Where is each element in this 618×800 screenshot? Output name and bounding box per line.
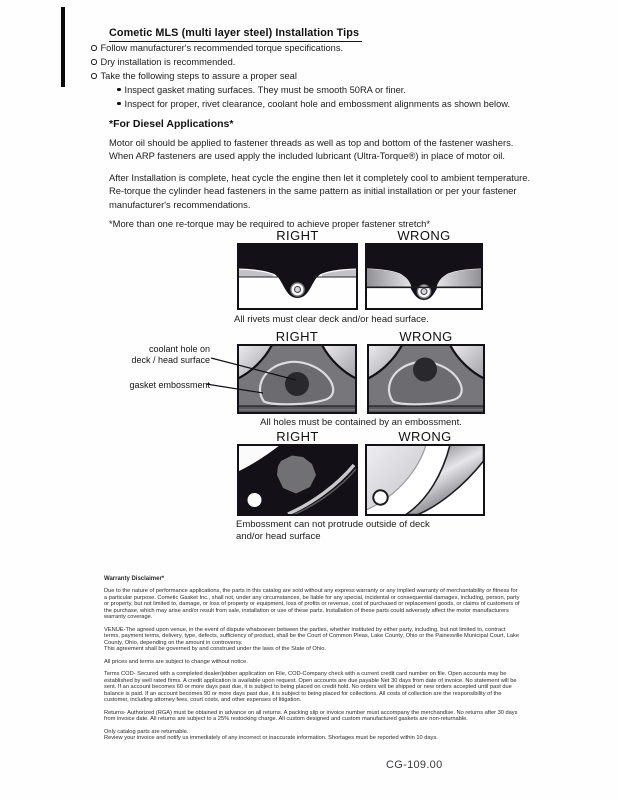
list-item bbox=[91, 97, 510, 111]
disclaimer-paragraph: Returns- Authorized (RGA) must be obtained in advance on all returns. A packing slip or invoice number must accompany the merchandise. No returns after 30 days from invoice date. All returns are subject to a 25% restocking charge. All custom designed and custom manufactured gaskets are non-returnable. bbox=[104, 709, 518, 723]
coolant-hole bbox=[413, 358, 437, 382]
diagram-row-1 bbox=[237, 229, 483, 310]
disclaimer-paragraph: VENUE-The agreed upon venue, in the event of dispute whatsoever between the parties, whether instituted by either party, including, but not limited to, contract terms, payment terms, delivery, type, defects, sufficiency of product, shall be the Court of Common Pleas, Lake County, Ohio or the Painesville Municipal Court, Lake County, Ohio, depending on the amount in controversy. bbox=[104, 626, 520, 646]
wrong-label: WRONG bbox=[398, 429, 452, 444]
row2-caption: All holes must be contained by an embossment. bbox=[260, 417, 462, 428]
list-item-text: Inspect gasket mating surfaces. They must be smooth 50RA or finer. bbox=[124, 85, 406, 95]
diesel-paragraph-1: Motor oil should be applied to fastener threads as well as top and bottom of the fastener washers. When ARP fasteners are used apply the included lubricant (Ultra-Torque®) in place of motor oil. bbox=[109, 137, 514, 162]
disclaimer-paragraph: All prices and terms are subject to change without notice. bbox=[104, 658, 248, 665]
disclaimer-paragraph: Review your invoice and notify us immediately of any incorrect or inaccurate information. Shortages must be reported within 10 days. bbox=[104, 735, 438, 742]
bolt-hole bbox=[373, 490, 387, 504]
wrong-label: WRONG bbox=[397, 228, 451, 243]
list-item bbox=[91, 55, 510, 69]
diesel-paragraph-2: After Installation is complete, heat cycle the engine then let it completely cool to ambient temperature. Re-torque the cylinder head fasteners in the same pattern as initial installation or per your fastener manufacturer's recommendations. bbox=[109, 172, 531, 210]
bolt-hole bbox=[248, 493, 262, 507]
open-bullet-icon bbox=[91, 59, 97, 65]
rivet-clearance-right-diagram bbox=[237, 243, 358, 310]
list-item-text: Inspect for proper, rivet clearance, coolant hole and embossment alignments as shown below. bbox=[124, 99, 511, 109]
row3-caption: Embossment can not protrude outside of deck and/or head surface bbox=[236, 519, 430, 542]
list-item-text: Dry installation is recommended. bbox=[100, 57, 236, 67]
diagram-right-column bbox=[237, 229, 358, 310]
diagram-wrong-column bbox=[367, 330, 485, 414]
right-label: RIGHT bbox=[275, 329, 319, 344]
diagram-right-column bbox=[237, 430, 358, 516]
title-block bbox=[109, 23, 362, 42]
disclaimer-paragraph: Only catalog parts are returnable. bbox=[104, 728, 189, 735]
right-label: RIGHT bbox=[276, 228, 319, 243]
embossment-wrong-diagram bbox=[365, 444, 485, 516]
warranty-disclaimer bbox=[104, 576, 522, 748]
registration-mark bbox=[61, 7, 65, 87]
diagram-row-3 bbox=[237, 430, 485, 516]
open-bullet-icon bbox=[91, 73, 97, 79]
diesel-note: *More than one re-torque may be required to achieve proper fastener stretch* bbox=[109, 218, 431, 229]
disclaimer-paragraph: This agreement shall be governed by and construed under the laws of the State of Ohio. bbox=[104, 645, 326, 652]
diagram-wrong-column bbox=[365, 430, 485, 516]
coolant-hole-label: coolant hole on deck / head surface bbox=[131, 344, 210, 365]
list-item bbox=[91, 41, 510, 55]
coolant-hole-wrong-diagram bbox=[367, 344, 485, 414]
diesel-heading: *For Diesel Applications* bbox=[109, 118, 234, 130]
rivet-clearance-wrong-diagram bbox=[365, 243, 483, 310]
right-label: RIGHT bbox=[276, 429, 319, 444]
list-item bbox=[91, 83, 510, 97]
filled-bullet-icon bbox=[117, 88, 121, 92]
filled-bullet-icon bbox=[117, 102, 121, 106]
tips-list bbox=[91, 41, 510, 111]
disclaimer-heading: Warranty Disclaimer* bbox=[104, 576, 165, 582]
list-item-text: Follow manufacturer's recommended torque specifications. bbox=[100, 43, 344, 53]
disclaimer-paragraph: Due to the nature of performance applications, the parts in this catalog are sold without any express warranty or any implied warranty of merchantability or fitness for a particular purpose. Cometic Gasket Inc., shall not, under any circumstances, be liable for any special, incidental or consequential damages, including, person, party or property, but not limited to, damage, or loss of property or equipment, loss of profits or revenue, cost of purchased or replacement goods, or claims of customers of the purchase, which may arise and/or result from sale, installation or use of these parts. Installation of these parts could adversely affect the motor manufacturers warranty coverage. bbox=[104, 588, 520, 621]
wrong-label: WRONG bbox=[399, 329, 453, 344]
list-item bbox=[91, 69, 510, 83]
list-item-text: Take the following steps to assure a proper seal bbox=[100, 71, 297, 81]
annotation-pointer-lines bbox=[205, 352, 305, 400]
diagram-wrong-column bbox=[365, 229, 483, 310]
page-title: Cometic MLS (multi layer steel) Installation Tips bbox=[109, 27, 362, 42]
page-number: CG-109.00 bbox=[386, 759, 443, 771]
row1-caption: All rivets must clear deck and/or head surface. bbox=[234, 314, 429, 325]
embossment-right-diagram bbox=[237, 444, 358, 516]
disclaimer-paragraph: Terms COD- Secured with a completed dealer/jobber application on File, COD-Company check with a current credit card number on file. Open accounts may be established by well rated firms. A credit application is available upon request. Open accounts are due payable Net 30 days from date of invoice. No statement will be sent. If an account becomes 60 or more days past due, it is subject to being placed on credit hold. No orders will be shipped or new orders accepted until past due balance is paid. If an account becomes 90 or more days past due, it is subject to being placed for collections. All costs of collection are the responsibility of the customer, including attorney fees, court costs, and other expenses of litigation. bbox=[104, 671, 517, 703]
open-bullet-icon bbox=[91, 45, 97, 51]
gasket-embossment-label: gasket embossment bbox=[129, 380, 210, 390]
